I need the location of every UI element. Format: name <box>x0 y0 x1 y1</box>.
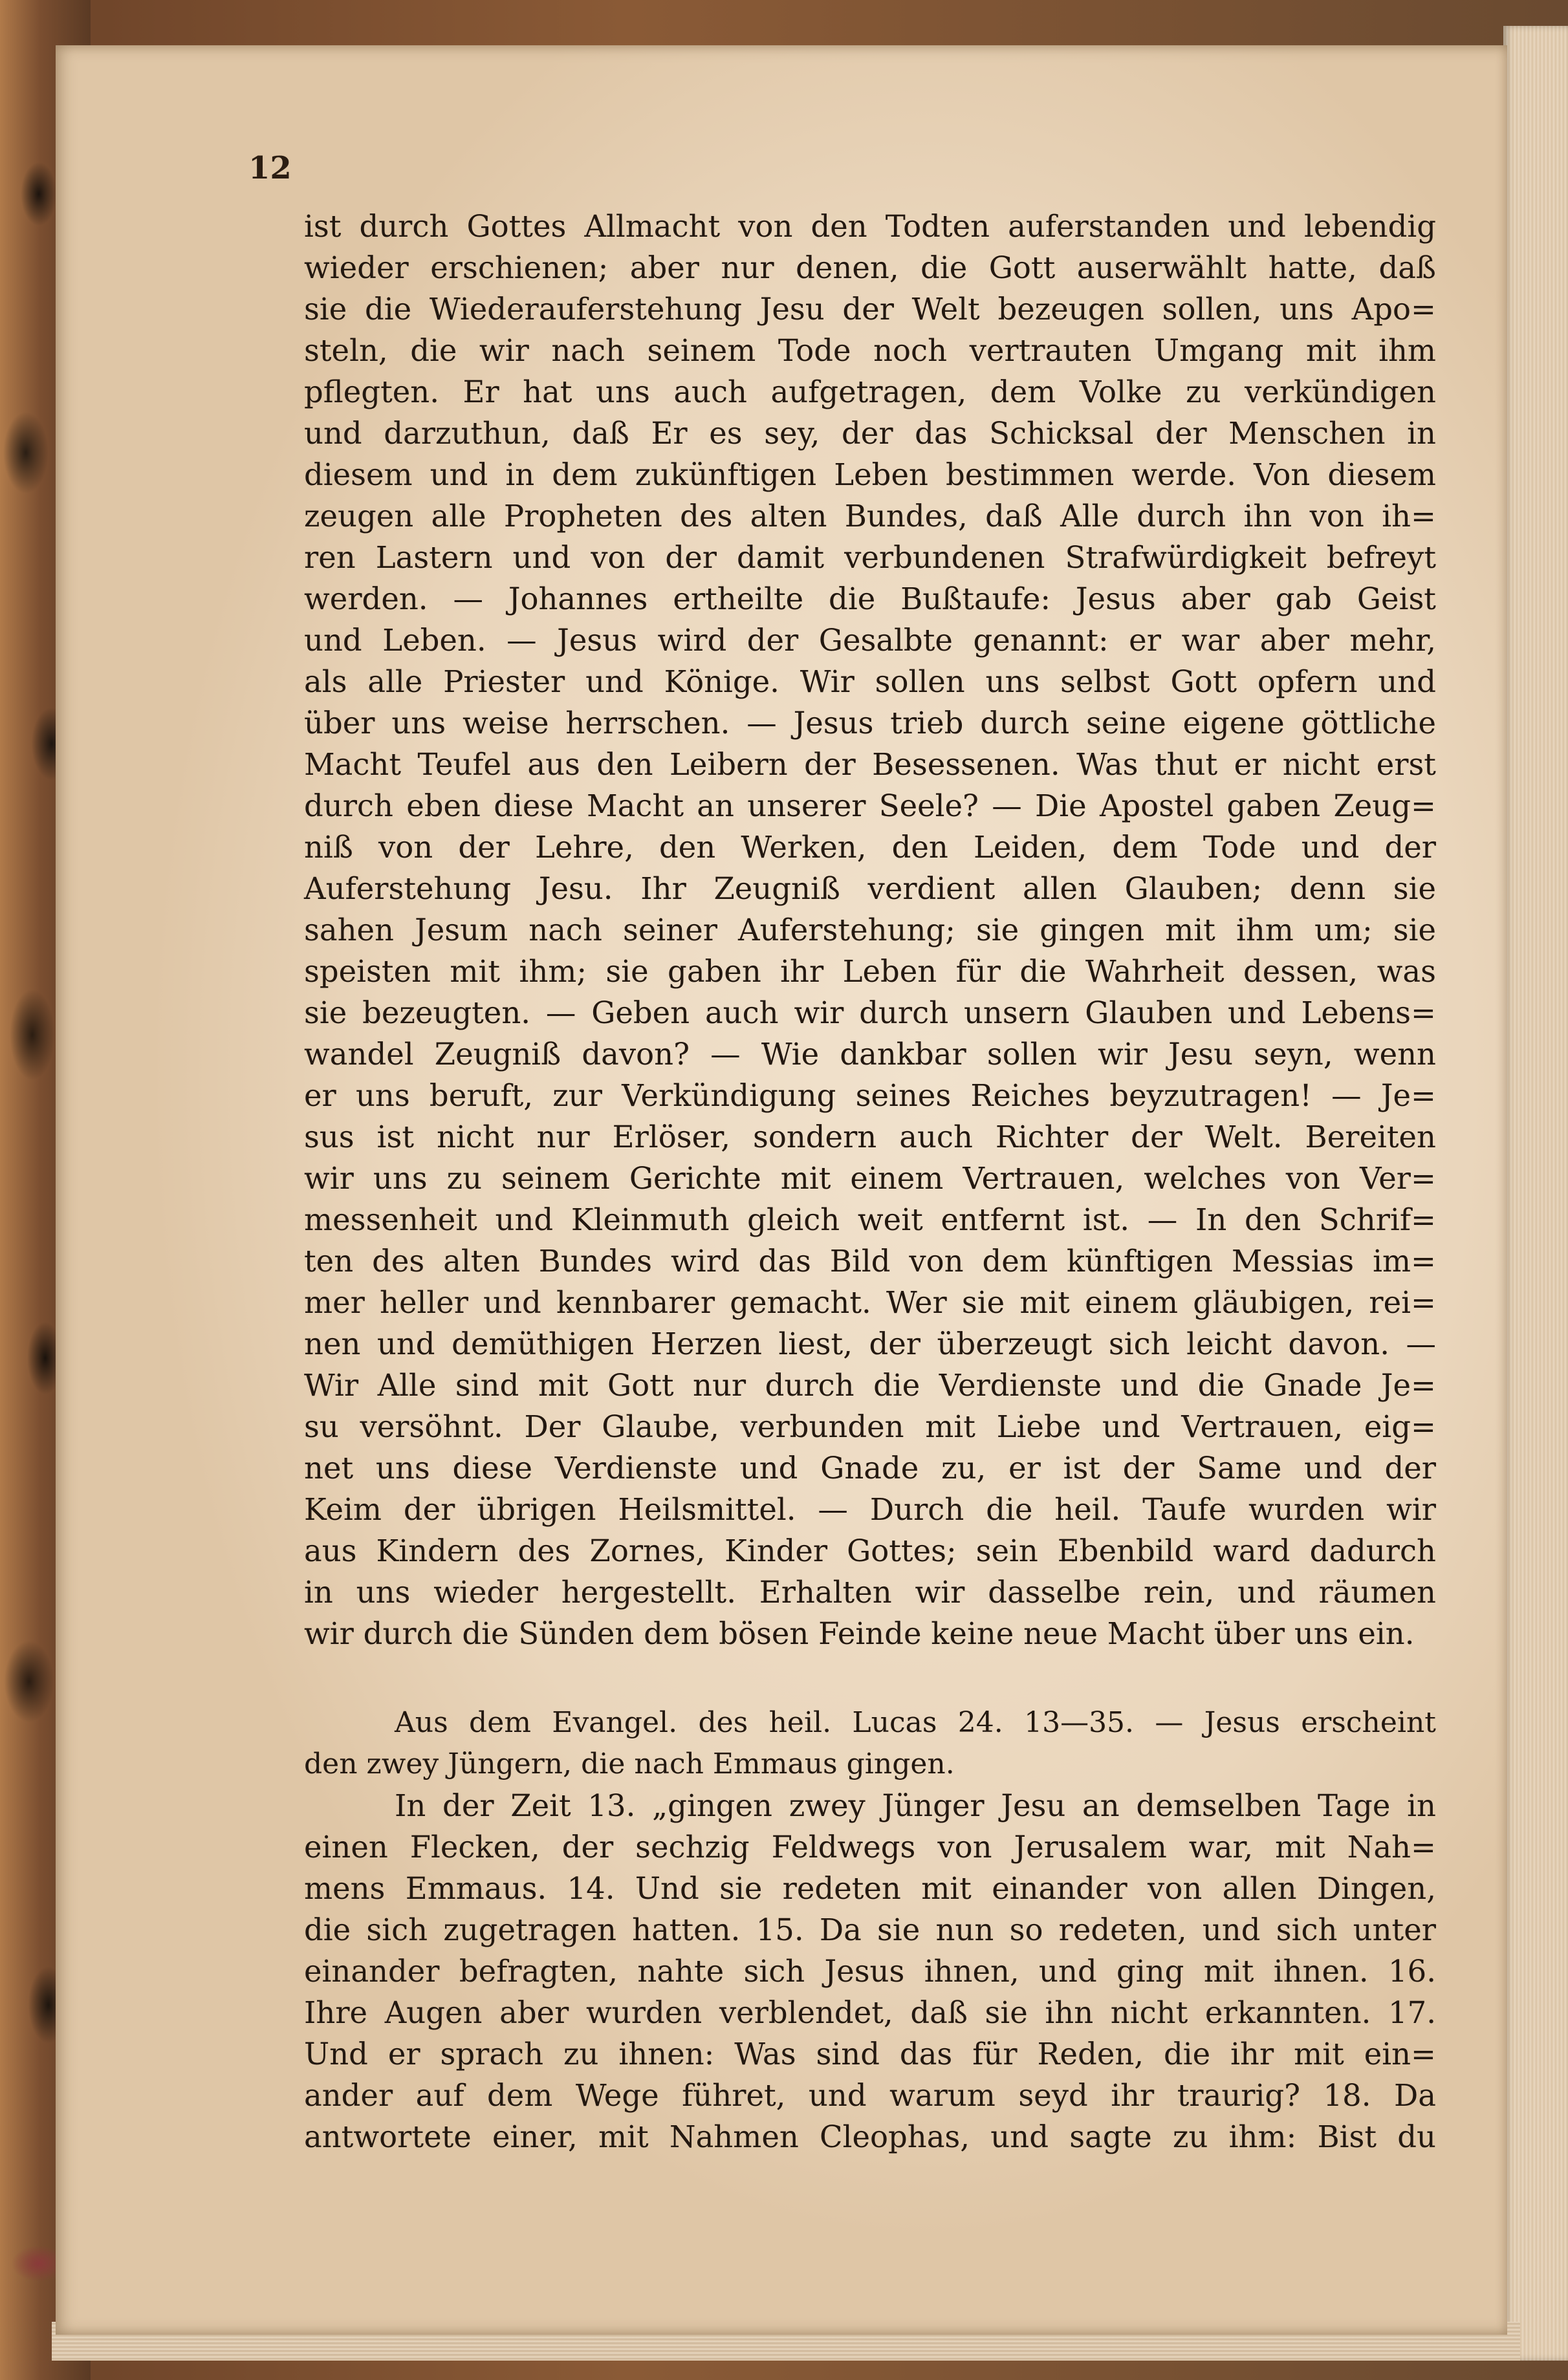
gospel-heading-line: Aus dem Evangel. des heil. Lucas 24. 13—35. — Jesus erscheint <box>395 1706 1436 1739</box>
body-line: net uns diese Verdienste und Gnade zu, er ist der Same und der <box>304 1451 1436 1486</box>
body-line: wandel Zeugniß davon? — Wie dankbar sollen wir Jesu seyn, wenn <box>304 1037 1436 1072</box>
body-line: Auferstehung Jesu. Ihr Zeugniß verdient allen Glauben; denn sie <box>304 871 1436 906</box>
gospel-text-line: einen Flecken, der sechzig Feldwegs von Jerusalem war, mit Nah= <box>304 1830 1436 1865</box>
body-line: diesem und in dem zukünftigen Leben bestimmen werde. Von diesem <box>304 457 1436 492</box>
gospel-text-line: antwortete einer, mit Nahmen Cleophas, und sagte zu ihm: Bist du <box>304 2119 1436 2154</box>
gospel-text-line: die sich zugetragen hatten. 15. Da sie nun so redeten, und sich unter <box>304 1912 1436 1947</box>
body-line: wieder erschienen; aber nur denen, die Gott auserwählt hatte, daß <box>304 250 1436 285</box>
body-line: Keim der übrigen Heilsmittel. — Durch die heil. Taufe wurden wir <box>304 1492 1436 1527</box>
body-line: wir durch die Sünden dem bösen Feinde keine neue Macht über uns ein. <box>304 1616 1415 1651</box>
body-line: messenheit und Kleinmuth gleich weit entfernt ist. — In den Schrif= <box>304 1202 1436 1237</box>
body-line: sahen Jesum nach seiner Auferstehung; sie gingen mit ihm um; sie <box>304 913 1436 947</box>
page-edges-right <box>1503 26 1568 2361</box>
body-line: als alle Priester und Könige. Wir sollen uns selbst Gott opfern und <box>304 664 1436 699</box>
gospel-text-line: Ihre Augen aber wurden verblendet, daß sie ihn nicht erkannten. 17. <box>304 1995 1436 2030</box>
body-line: Macht Teufel aus den Leibern der Besessenen. Was thut er nicht erst <box>304 747 1436 782</box>
body-line: su versöhnt. Der Glaube, verbunden mit Liebe und Vertrauen, eig= <box>304 1409 1436 1444</box>
body-line: werden. — Johannes ertheilte die Bußtaufe: Jesus aber gab Geist <box>304 581 1436 616</box>
body-line: ist durch Gottes Allmacht von den Todten auferstanden und lebendig <box>304 209 1436 244</box>
body-line: zeugen alle Propheten des alten Bundes, daß Alle durch ihn von ih= <box>304 499 1436 534</box>
body-line: er uns beruft, zur Verkündigung seines Reiches beyzutragen! — Je= <box>304 1078 1436 1113</box>
gospel-section <box>304 1702 1436 2158</box>
body-line: in uns wieder hergestellt. Erhalten wir dasselbe rein, und räumen <box>304 1575 1436 1610</box>
gospel-text-line: einander befragten, nahte sich Jesus ihnen, und ging mit ihnen. 16. <box>304 1954 1436 1989</box>
body-line: sus ist nicht nur Erlöser, sondern auch Richter der Welt. Bereiten <box>304 1120 1436 1154</box>
body-line: wir uns zu seinem Gerichte mit einem Vertrauen, welches von Ver= <box>304 1161 1436 1196</box>
body-line: speisten mit ihm; sie gaben ihr Leben für die Wahrheit dessen, was <box>304 954 1436 989</box>
body-line: ren Lastern und von der damit verbundenen Strafwürdigkeit befreyt <box>304 540 1436 575</box>
body-line: nen und demüthigen Herzen liest, der überzeugt sich leicht davon. — <box>304 1326 1436 1361</box>
body-line: mer heller und kennbarer gemacht. Wer sie mit einem gläubigen, rei= <box>304 1285 1436 1320</box>
body-line: Wir Alle sind mit Gott nur durch die Verdienste und die Gnade Je= <box>304 1368 1436 1403</box>
gospel-heading-line: den zwey Jüngern, die nach Emmaus gingen. <box>304 1747 955 1780</box>
gospel-text-line: mens Emmaus. 14. Und sie redeten mit einander von allen Dingen, <box>304 1871 1436 1906</box>
body-line: steln, die wir nach seinem Tode noch vertrauten Umgang mit ihm <box>304 333 1436 368</box>
body-line: und Leben. — Jesus wird der Gesalbte genannt: er war aber mehr, <box>304 623 1436 658</box>
body-line: sie die Wiederauferstehung Jesu der Welt bezeugen sollen, uns Apo= <box>304 292 1436 327</box>
body-line: über uns weise herrschen. — Jesus trieb durch seine eigene göttliche <box>304 706 1436 741</box>
body-line: ten des alten Bundes wird das Bild von dem künftigen Messias im= <box>304 1244 1436 1279</box>
body-text <box>304 206 1436 1654</box>
gospel-text-line: ander auf dem Wege führet, und warum seyd ihr traurig? 18. Da <box>304 2078 1436 2113</box>
gospel-text-line: Und er sprach zu ihnen: Was sind das für Reden, die ihr mit ein= <box>304 2037 1436 2072</box>
gospel-text-line: In der Zeit 13. „gingen zwey Jünger Jesu an demselben Tage in <box>395 1788 1436 1823</box>
body-line: und darzuthun, daß Er es sey, der das Schicksal der Menschen in <box>304 416 1436 451</box>
body-line: aus Kindern des Zornes, Kinder Gottes; sein Ebenbild ward dadurch <box>304 1533 1436 1568</box>
page-number: 12 <box>248 150 292 186</box>
body-line: niß von der Lehre, den Werken, den Leiden, dem Tode und der <box>304 830 1436 865</box>
body-line: pflegten. Er hat uns auch aufgetragen, dem Volke zu verkündigen <box>304 374 1436 409</box>
body-line: sie bezeugten. — Geben auch wir durch unsern Glauben und Lebens= <box>304 995 1436 1030</box>
body-line: durch eben diese Macht an unserer Seele? — Die Apostel gaben Zeug= <box>304 788 1436 823</box>
